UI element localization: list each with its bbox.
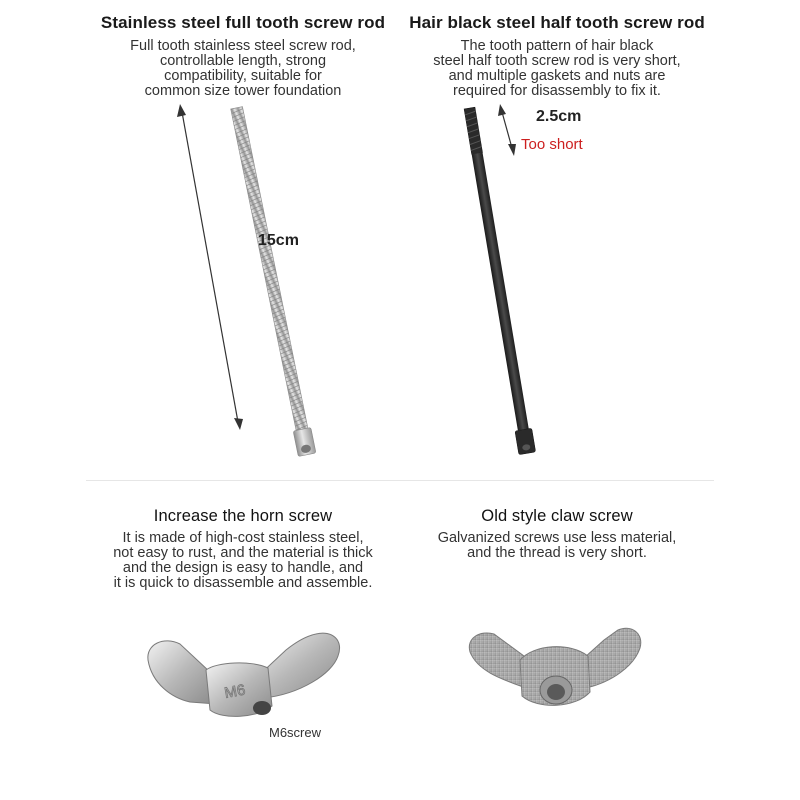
desc-line: Full tooth stainless steel screw rod, [130,38,356,54]
black-half-thread-rod-image [400,0,714,478]
desc-line: it is quick to disassemble and assemble. [113,575,373,591]
desc-line: Galvanized screws use less material, [437,530,677,546]
horizontal-divider [86,480,714,481]
panel-title: Stainless steel full tooth screw rod [100,13,386,32]
arrow-head-bottom [508,144,516,156]
desc-line: The tooth pattern of hair black [460,38,654,54]
desc-line: compatibility, suitable for [164,68,322,84]
stainless-threaded-rod-image [86,0,400,478]
panel-title: Old style claw screw [481,507,633,525]
desc-line: and the thread is very short. [467,545,647,561]
arrow-head-bottom [234,418,243,430]
arrow-head-top [498,104,506,116]
desc-line: required for disassembly to fix it. [453,83,661,99]
panel-title: Hair black steel half tooth screw rod [409,13,705,32]
measure-line [182,112,238,422]
panel-black-rod [400,0,714,478]
panel-claw-screw [400,484,714,800]
desc-line: common size tower foundation [144,83,342,99]
panel-title: Increase the horn screw [153,507,333,525]
caption-label: M6screw [269,725,322,740]
measure-label: 15cm [258,232,299,249]
panel-stainless-rod [86,0,400,478]
measure-line [502,112,512,148]
desc-line: not easy to rust, and the material is thick [113,545,373,561]
desc-line: It is made of high-cost stainless steel, [122,530,364,546]
wing-nut-stamp: M6 [223,681,247,702]
desc-line: controllable length, strong [159,53,327,69]
measure-label: 2.5cm [536,108,582,125]
warning-label: Too short [521,136,583,153]
desc-line: and the design is easy to handle, and [122,560,364,576]
arrow-head-top [177,104,186,117]
panel-horn-screw [86,484,400,800]
galvanized-wing-nut-image [400,484,714,800]
stainless-wing-nut-image [86,484,400,800]
desc-line: and multiple gaskets and nuts are [448,68,666,84]
desc-line: steel half tooth screw rod is very short, [433,53,681,69]
